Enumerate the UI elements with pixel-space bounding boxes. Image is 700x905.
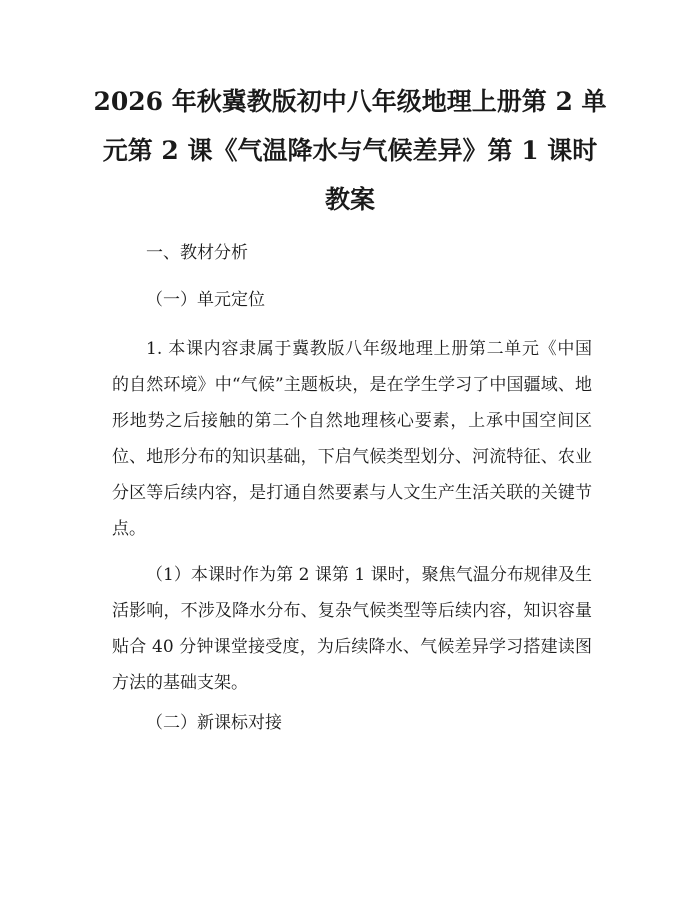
document-title-line-3: 教案: [324, 185, 375, 214]
body-paragraph-2: （1）本课时作为第 2 课第 1 课时，聚焦气温分布规律及生活影响，不涉及降水分布、复杂气候类型等后续内容，知识容量贴合 40 分钟课堂接受度，为后续降水、气候差异学习搭建读图方法的基础支架。: [112, 565, 592, 693]
document-title-line-1: 2026 年秋冀教版初中八年级地理上册第 2 单: [93, 87, 607, 116]
document-title-line-2: 元第 2 课《气温降水与气候差异》第 1 课时: [102, 136, 598, 165]
section-heading-textbook-analysis: 一、教材分析: [146, 243, 248, 263]
subsection-heading-unit-positioning: （一）单元定位: [146, 290, 265, 310]
subsection-heading-curriculum-alignment: （二）新课标对接: [146, 713, 282, 733]
body-paragraph-1: 1. 本课内容隶属于冀教版八年级地理上册第二单元《中国的自然环境》中“气候”主题板块，是在学生学习了中国疆域、地形地势之后接触的第二个自然地理核心要素，上承中国空间区位、地形分布的知识基础，下启气候类型划分、河流特征、农业分区等后续内容，是打通自然要素与人文生产生活关联的关键节点。: [112, 339, 592, 539]
